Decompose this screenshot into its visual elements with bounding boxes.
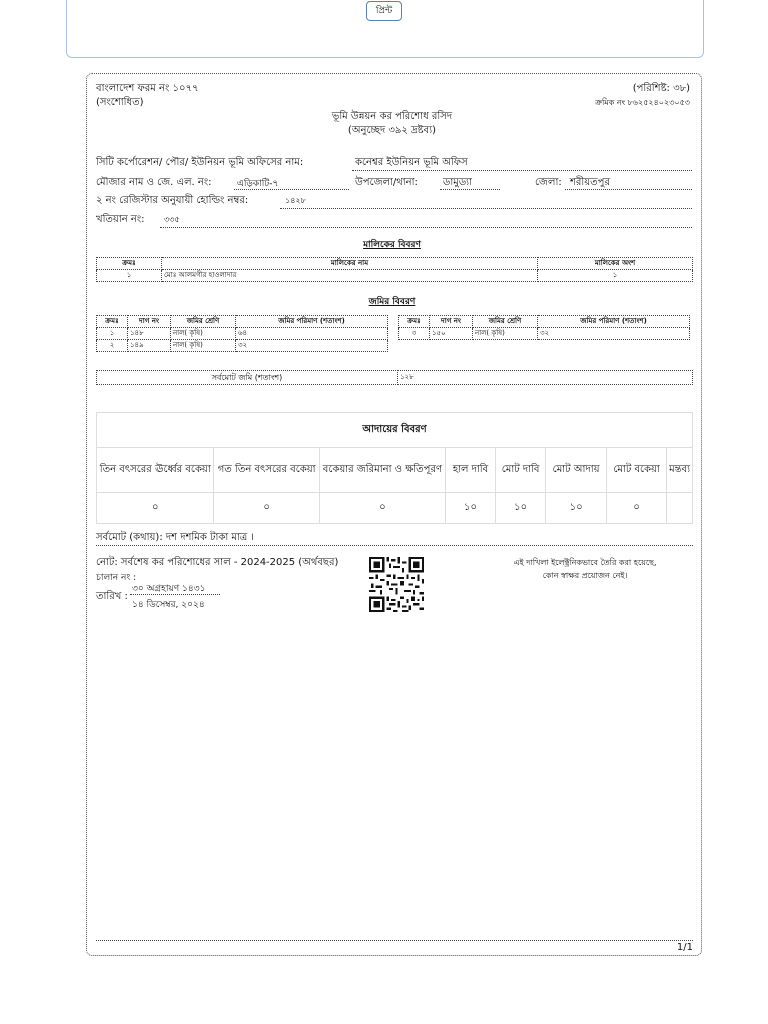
- office-label: সিটি কর্পোরেশন/ পৌর/ ইউনিয়ন ভূমি অফিসের নাম:: [96, 157, 304, 168]
- owner-col-name: মালিকের নাম: [162, 258, 538, 270]
- electronic-note-line1: এই দাখিলা ইলেক্ট্রনিকভাবে তৈরি করা হয়েছে,: [513, 558, 657, 567]
- table-row: [97, 328, 388, 340]
- land-total-label: সর্বমোট জমি (শতাংশ): [97, 371, 398, 385]
- land-col-dag: দাগ নং: [128, 316, 171, 328]
- print-toolbar: [66, 0, 704, 58]
- mouza-value: এড়িকাটি-৭: [237, 179, 279, 189]
- land-total-value: ১২৮: [398, 371, 693, 385]
- amended-label: (সংশোধিত): [96, 97, 144, 108]
- table-row: [97, 340, 388, 352]
- col-current-demand: হাল দাবি: [446, 448, 496, 493]
- land-col-serial: ক্রমঃ: [97, 316, 128, 328]
- land-area: ৩২: [538, 328, 690, 340]
- land-header-row: [97, 316, 388, 328]
- page-number: 1/1: [676, 942, 693, 953]
- land-serial: ২: [97, 340, 128, 352]
- payment-title: আদায়ের বিবরণ: [97, 413, 693, 448]
- appendix-label: (পরিশিষ্ট: ৩৮): [632, 83, 690, 94]
- date-gregorian: ১৪ ডিসেম্বর, ২০২৪: [132, 600, 205, 610]
- col-arrears-over-three: তিন বৎসরের ঊর্ধ্বের বকেয়া: [97, 448, 214, 493]
- land-col-dag: দাগ নং: [430, 316, 473, 328]
- electronic-note-line2: কোন স্বাক্ষর প্রয়োজন নেই।: [542, 571, 628, 580]
- land-col-class: জমির শ্রেণি: [473, 316, 538, 328]
- serial-number: ক্রমিক নং ৮৬২৫২৪০২৩০৫৩: [595, 98, 690, 107]
- col-total-demand: মোট দাবি: [496, 448, 546, 493]
- col-penalty: বকেয়ার জরিমানা ও ক্ষতিপূরণ: [319, 448, 445, 493]
- land-col-area: জমির পরিমাণ (শতাংশ): [538, 316, 690, 328]
- land-dag: ১৫০: [430, 328, 473, 340]
- total-in-words: সর্বমোট (কথায়): দশ দশমিক টাকা মাত্র ।: [96, 532, 254, 543]
- last-payment-note: নোট: সর্বশেষ কর পরিশোধের সাল - 2024-2025 (অর্থবছর): [96, 557, 339, 568]
- val-remarks: [667, 493, 693, 524]
- land-total-table: [96, 370, 693, 385]
- qr-code-icon: [369, 557, 424, 612]
- holding-value: ১৪২৮: [285, 196, 306, 205]
- land-col-area: জমির পরিমাণ (শতাংশ): [236, 316, 388, 328]
- land-dag: ১৪৯: [128, 340, 171, 352]
- print-button[interactable]: প্রিন্ট: [366, 1, 402, 21]
- owner-section-title: মালিকের বিবরণ: [363, 240, 421, 250]
- khatian-value: ৩৩৫: [164, 215, 180, 224]
- land-area: ৩২: [236, 340, 388, 352]
- land-serial: ১: [97, 328, 128, 340]
- upazila-value: ডামুড্যা: [443, 177, 472, 188]
- val-total-demand: ১০: [496, 493, 546, 524]
- office-value: কনেশ্বর ইউনিয়ন ভূমি অফিস: [355, 157, 468, 168]
- owner-col-serial: ক্রমঃ: [97, 258, 162, 270]
- owner-header-row: [97, 258, 693, 270]
- owner-name: মোঃ আলমগীর হাওলাদার: [162, 270, 538, 282]
- col-arrears-last-three: গত তিন বৎসরের বকেয়া: [214, 448, 319, 493]
- challan-label: চালান নং :: [96, 573, 137, 583]
- land-table-right: [398, 315, 690, 340]
- district-value: শরীয়তপুর: [570, 177, 610, 188]
- land-class: নাল( কৃষি): [171, 340, 236, 352]
- table-row: [97, 493, 693, 524]
- col-remarks: মন্তব্য: [667, 448, 693, 493]
- land-class: নাল( কৃষি): [473, 328, 538, 340]
- form-number: বাংলাদেশ ফরম নং ১০৭৭: [96, 83, 199, 94]
- val-current-demand: ১০: [446, 493, 496, 524]
- district-label: জেলা:: [535, 177, 562, 188]
- payment-table: [96, 412, 693, 524]
- land-section-title: জমির বিবরণ: [368, 297, 416, 307]
- land-table-left: [96, 315, 388, 352]
- date-bengali: ৩০ অগ্রহায়ণ ১৪৩১: [132, 584, 206, 594]
- owner-col-share: মালিকের অংশ: [538, 258, 693, 270]
- mouza-label: মৌজার নাম ও জে. এল. নং:: [96, 177, 212, 188]
- khatian-label: খতিয়ান নং:: [96, 214, 145, 225]
- owner-share: ১: [538, 270, 693, 282]
- land-col-class: জমির শ্রেণি: [171, 316, 236, 328]
- val-total-due: ০: [607, 493, 667, 524]
- payment-header-row: [97, 448, 693, 493]
- val-arrears-over-three: ০: [97, 493, 214, 524]
- table-row: [97, 270, 693, 282]
- land-header-row: [399, 316, 690, 328]
- upazila-label: উপজেলা/থানা:: [355, 177, 418, 188]
- holding-label: ২ নং রেজিস্টার অনুযায়ী হোল্ডিং নম্বর:: [96, 195, 249, 206]
- owner-serial: ১: [97, 270, 162, 282]
- table-row: [97, 371, 693, 385]
- val-arrears-last-three: ০: [214, 493, 319, 524]
- land-area: ৬৪: [236, 328, 388, 340]
- table-row: [399, 328, 690, 340]
- date-label: তারিখ :: [96, 591, 128, 602]
- val-penalty: ০: [319, 493, 445, 524]
- col-total-collected: মোট আদায়: [546, 448, 607, 493]
- land-dag: ১৪৮: [128, 328, 171, 340]
- owner-table: [96, 257, 693, 282]
- receipt-subtitle: (অনুচ্ছেদ ৩৯২ দ্রষ্টব্য): [347, 125, 437, 136]
- land-serial: ৩: [399, 328, 430, 340]
- receipt-title: ভূমি উন্নয়ন কর পরিশোধ রসিদ: [331, 111, 453, 122]
- col-total-due: মোট বকেয়া: [607, 448, 667, 493]
- land-class: নাল( কৃষি): [171, 328, 236, 340]
- val-total-collected: ১০: [546, 493, 607, 524]
- land-col-serial: ক্রমঃ: [399, 316, 430, 328]
